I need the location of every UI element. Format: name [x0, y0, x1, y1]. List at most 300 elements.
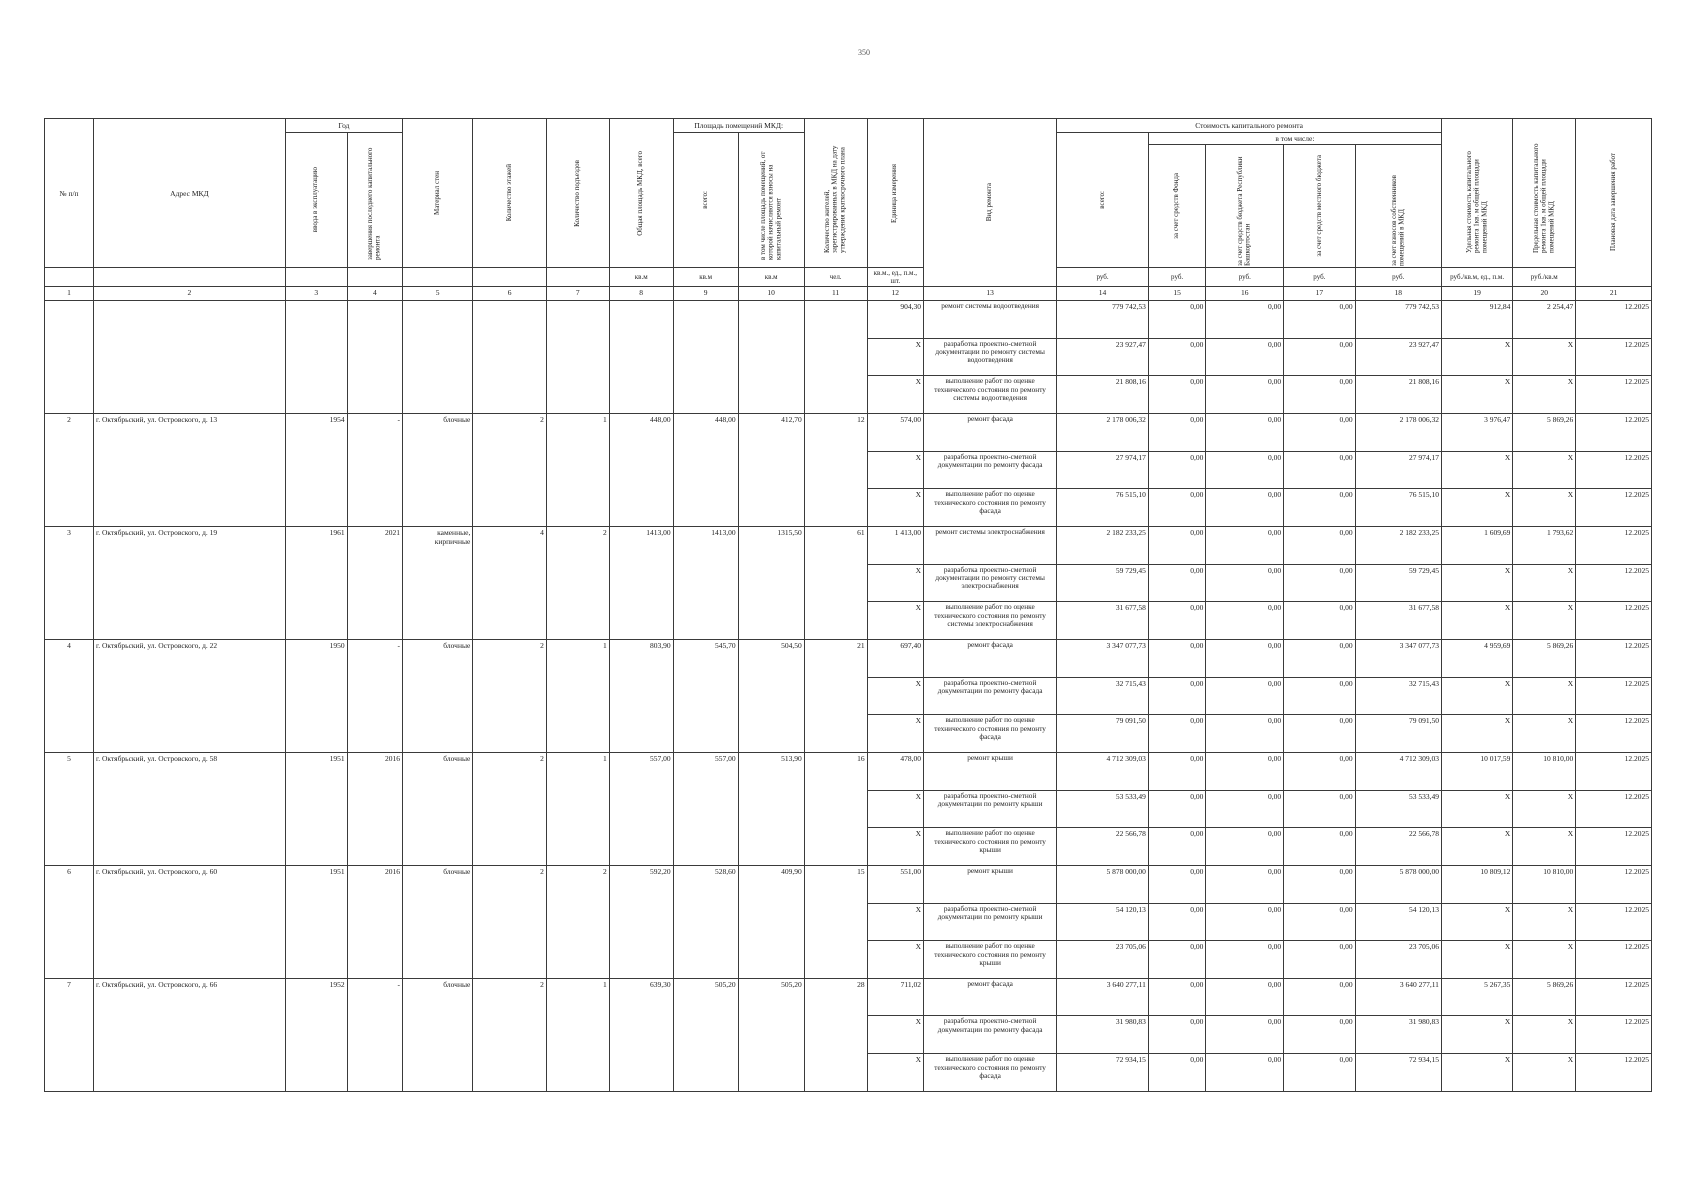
cost-total: 59 729,45 [1057, 564, 1149, 602]
empty-cell [673, 301, 738, 414]
cost-republic: 0,00 [1206, 301, 1284, 339]
premises-total: 557,00 [673, 752, 738, 865]
max-cost: X [1513, 451, 1576, 489]
work-qty: X [867, 790, 923, 828]
work-type: ремонт фасада [924, 978, 1057, 1016]
planned-date: 12.2025 [1576, 715, 1652, 753]
column-number: 16 [1206, 287, 1284, 301]
cost-local: 0,00 [1284, 1016, 1355, 1054]
column-number: 7 [546, 287, 609, 301]
cost-owners: 4 712 309,03 [1355, 752, 1441, 790]
cost-owners: 21 808,16 [1355, 376, 1441, 414]
header-premises-owned: в том числе площадь помещений, от которой начисляются взносы на капитальный ремонт [738, 133, 804, 268]
empty-cell [347, 301, 402, 414]
building-residents: 28 [804, 978, 867, 1091]
cost-fund: 0,00 [1148, 413, 1206, 451]
work-qty: X [867, 1016, 923, 1054]
header-unit: Единица измерения [867, 119, 923, 268]
cost-republic: 0,00 [1206, 790, 1284, 828]
building-repair-year: 2016 [347, 865, 402, 978]
cost-republic: 0,00 [1206, 639, 1284, 677]
empty-cell [738, 301, 804, 414]
unit-cell: руб./кв.м, ед., п.м. [1441, 268, 1512, 287]
work-qty: X [867, 1054, 923, 1092]
work-type: разработка проектно-сметной документации по ремонту фасада [924, 451, 1057, 489]
work-qty: X [867, 338, 923, 376]
max-cost: X [1513, 564, 1576, 602]
column-number: 18 [1355, 287, 1441, 301]
work-type: ремонт фасада [924, 413, 1057, 451]
building-address: г. Октябрьский, ул. Островского, д. 66 [94, 978, 286, 1091]
specific-cost: X [1441, 941, 1512, 979]
unit-cell: кв.м [609, 268, 673, 287]
building-num: 6 [45, 865, 94, 978]
building-area: 592,20 [609, 865, 673, 978]
page-number: 350 [858, 48, 870, 57]
cost-fund: 0,00 [1148, 639, 1206, 677]
premises-total: 1413,00 [673, 526, 738, 639]
work-qty: 1 413,00 [867, 526, 923, 564]
cost-total: 31 980,83 [1057, 1016, 1149, 1054]
header-num: № п/п [45, 119, 94, 268]
building-year: 1950 [285, 639, 347, 752]
premises-total: 528,60 [673, 865, 738, 978]
work-type: ремонт крыши [924, 752, 1057, 790]
specific-cost: X [1441, 338, 1512, 376]
specific-cost: X [1441, 1054, 1512, 1092]
max-cost: X [1513, 677, 1576, 715]
planned-date: 12.2025 [1576, 865, 1652, 903]
cost-total: 32 715,43 [1057, 677, 1149, 715]
unit-cell: кв.м [673, 268, 738, 287]
building-area: 639,30 [609, 978, 673, 1091]
cost-owners: 54 120,13 [1355, 903, 1441, 941]
header-premises-group: Площадь помещений МКД: [673, 119, 804, 133]
building-num: 7 [45, 978, 94, 1091]
cost-local: 0,00 [1284, 865, 1355, 903]
column-number: 8 [609, 287, 673, 301]
building-residents: 61 [804, 526, 867, 639]
cost-owners: 31 980,83 [1355, 1016, 1441, 1054]
building-entrances: 1 [546, 752, 609, 865]
header-wall-material: Материал стен [403, 119, 473, 268]
work-qty: X [867, 602, 923, 640]
cost-owners: 779 742,53 [1355, 301, 1441, 339]
cost-local: 0,00 [1284, 564, 1355, 602]
work-type: разработка проектно-сметной документации по ремонту фасада [924, 1016, 1057, 1054]
cost-fund: 0,00 [1148, 978, 1206, 1016]
cost-total: 23 927,47 [1057, 338, 1149, 376]
cost-republic: 0,00 [1206, 602, 1284, 640]
work-qty: 478,00 [867, 752, 923, 790]
work-qty: X [867, 677, 923, 715]
building-area: 557,00 [609, 752, 673, 865]
column-number: 19 [1441, 287, 1512, 301]
table-row [45, 639, 1652, 677]
building-material: блочные [403, 978, 473, 1091]
max-cost: X [1513, 941, 1576, 979]
cost-local: 0,00 [1284, 301, 1355, 339]
cost-owners: 72 934,15 [1355, 1054, 1441, 1092]
unit-cell: кв.м., ед., п.м., шт. [867, 268, 923, 287]
cost-total: 54 120,13 [1057, 903, 1149, 941]
cost-local: 0,00 [1284, 451, 1355, 489]
planned-date: 12.2025 [1576, 376, 1652, 414]
specific-cost: X [1441, 677, 1512, 715]
building-residents: 12 [804, 413, 867, 526]
column-number: 3 [285, 287, 347, 301]
building-entrances: 1 [546, 978, 609, 1091]
cost-republic: 0,00 [1206, 338, 1284, 376]
cost-local: 0,00 [1284, 752, 1355, 790]
planned-date: 12.2025 [1576, 1016, 1652, 1054]
header-cost-local: за счет средств местного бюджета [1284, 145, 1355, 268]
building-floors: 2 [473, 978, 547, 1091]
cost-republic: 0,00 [1206, 715, 1284, 753]
work-qty: 711,02 [867, 978, 923, 1016]
specific-cost: X [1441, 903, 1512, 941]
cost-fund: 0,00 [1148, 564, 1206, 602]
planned-date: 12.2025 [1576, 1054, 1652, 1092]
specific-cost: X [1441, 602, 1512, 640]
cost-republic: 0,00 [1206, 828, 1284, 866]
cost-republic: 0,00 [1206, 489, 1284, 527]
empty-cell [546, 301, 609, 414]
table-row [45, 526, 1652, 564]
cost-fund: 0,00 [1148, 602, 1206, 640]
cost-total: 2 178 006,32 [1057, 413, 1149, 451]
building-repair-year: 2016 [347, 752, 402, 865]
work-type: разработка проектно-сметной документации по ремонту системы электроснабжения [924, 564, 1057, 602]
work-type: разработка проектно-сметной документации по ремонту фасада [924, 677, 1057, 715]
cost-total: 27 974,17 [1057, 451, 1149, 489]
cost-owners: 53 533,49 [1355, 790, 1441, 828]
table-row [45, 752, 1652, 790]
header-max-cost: Предельная стоимость капитального ремонта 1кв. м общей площади помещений МКД [1513, 119, 1576, 268]
header-including: в том числе: [1148, 133, 1441, 145]
building-address: г. Октябрьский, ул. Островского, д. 58 [94, 752, 286, 865]
column-number: 12 [867, 287, 923, 301]
work-type: выполнение работ по оценке технического состояния по ремонту крыши [924, 941, 1057, 979]
max-cost: X [1513, 828, 1576, 866]
cost-local: 0,00 [1284, 677, 1355, 715]
cost-local: 0,00 [1284, 1054, 1355, 1092]
cost-fund: 0,00 [1148, 526, 1206, 564]
cost-owners: 2 182 233,25 [1355, 526, 1441, 564]
building-residents: 21 [804, 639, 867, 752]
max-cost: 2 254,47 [1513, 301, 1576, 339]
column-number: 4 [347, 287, 402, 301]
header-year-last-repair: завершения последнего капитального ремонта [347, 133, 402, 268]
cost-local: 0,00 [1284, 790, 1355, 828]
planned-date: 12.2025 [1576, 338, 1652, 376]
work-type: разработка проектно-сметной документации по ремонту системы водоотведения [924, 338, 1057, 376]
column-number: 1 [45, 287, 94, 301]
cost-total: 76 515,10 [1057, 489, 1149, 527]
building-material: блочные [403, 752, 473, 865]
specific-cost: X [1441, 1016, 1512, 1054]
cost-republic: 0,00 [1206, 1054, 1284, 1092]
work-qty: 574,00 [867, 413, 923, 451]
planned-date: 12.2025 [1576, 413, 1652, 451]
building-material: каменные, кирпичные [403, 526, 473, 639]
max-cost: X [1513, 338, 1576, 376]
max-cost: X [1513, 903, 1576, 941]
cost-local: 0,00 [1284, 489, 1355, 527]
building-area: 1413,00 [609, 526, 673, 639]
column-number: 6 [473, 287, 547, 301]
cost-republic: 0,00 [1206, 865, 1284, 903]
column-number: 20 [1513, 287, 1576, 301]
max-cost: X [1513, 1016, 1576, 1054]
cost-fund: 0,00 [1148, 677, 1206, 715]
cost-fund: 0,00 [1148, 376, 1206, 414]
work-qty: 697,40 [867, 639, 923, 677]
header-specific-cost: Удельная стоимость капитального ремонта 1кв. м общей площади помещений МКД [1441, 119, 1512, 268]
header-work-type: Вид ремонта [924, 119, 1057, 287]
building-material: блочные [403, 639, 473, 752]
work-type: ремонт системы электроснабжения [924, 526, 1057, 564]
building-repair-year: 2021 [347, 526, 402, 639]
header-cost-total: всего: [1057, 133, 1149, 268]
cost-owners: 23 705,06 [1355, 941, 1441, 979]
work-type: выполнение работ по оценке технического состояния по ремонту фасада [924, 715, 1057, 753]
specific-cost: 3 976,47 [1441, 413, 1512, 451]
cost-local: 0,00 [1284, 338, 1355, 376]
header-cost-group: Стоимость капитального ремонта [1057, 119, 1442, 133]
max-cost: X [1513, 1054, 1576, 1092]
specific-cost: X [1441, 790, 1512, 828]
work-type: выполнение работ по оценке технического состояния по ремонту фасада [924, 489, 1057, 527]
specific-cost: 10 809,12 [1441, 865, 1512, 903]
cost-owners: 59 729,45 [1355, 564, 1441, 602]
specific-cost: X [1441, 564, 1512, 602]
building-entrances: 2 [546, 865, 609, 978]
cost-owners: 76 515,10 [1355, 489, 1441, 527]
header-cost-owners: за счет взносов собственников помещений в МКД [1355, 145, 1441, 268]
building-entrances: 1 [546, 639, 609, 752]
cost-total: 779 742,53 [1057, 301, 1149, 339]
work-type: выполнение работ по оценке технического состояния по ремонту крыши [924, 828, 1057, 866]
building-floors: 2 [473, 413, 547, 526]
building-material: блочные [403, 413, 473, 526]
specific-cost: X [1441, 451, 1512, 489]
specific-cost: 5 267,35 [1441, 978, 1512, 1016]
table-row [45, 978, 1652, 1016]
cost-fund: 0,00 [1148, 1016, 1206, 1054]
cost-local: 0,00 [1284, 602, 1355, 640]
unit-cell: руб. [1057, 268, 1149, 287]
empty-cell [285, 301, 347, 414]
unit-cell: руб. [1206, 268, 1284, 287]
cost-total: 23 705,06 [1057, 941, 1149, 979]
cost-republic: 0,00 [1206, 677, 1284, 715]
header-cost-republic: за счет средств бюджета Республики Башкортостан [1206, 145, 1284, 268]
unit-cell: чел. [804, 268, 867, 287]
column-number: 15 [1148, 287, 1206, 301]
work-type: выполнение работ по оценке технического состояния по ремонту системы электроснабжения [924, 602, 1057, 640]
building-num: 5 [45, 752, 94, 865]
unit-cell: руб./кв.м [1513, 268, 1576, 287]
cost-fund: 0,00 [1148, 489, 1206, 527]
table-header [45, 119, 1652, 301]
premises-owned: 505,20 [738, 978, 804, 1091]
specific-cost: 912,84 [1441, 301, 1512, 339]
premises-total: 448,00 [673, 413, 738, 526]
work-qty: 551,00 [867, 865, 923, 903]
column-number: 14 [1057, 287, 1149, 301]
cost-republic: 0,00 [1206, 376, 1284, 414]
header-year-group: Год [285, 119, 402, 133]
cost-republic: 0,00 [1206, 978, 1284, 1016]
work-qty: X [867, 828, 923, 866]
building-repair-year: - [347, 413, 402, 526]
cost-local: 0,00 [1284, 715, 1355, 753]
cost-total: 53 533,49 [1057, 790, 1149, 828]
building-floors: 2 [473, 865, 547, 978]
cost-fund: 0,00 [1148, 941, 1206, 979]
max-cost: X [1513, 602, 1576, 640]
cost-owners: 5 878 000,00 [1355, 865, 1441, 903]
building-num: 3 [45, 526, 94, 639]
units-row [45, 268, 1652, 287]
planned-date: 12.2025 [1576, 903, 1652, 941]
cost-fund: 0,00 [1148, 451, 1206, 489]
cost-republic: 0,00 [1206, 451, 1284, 489]
specific-cost: X [1441, 828, 1512, 866]
cost-fund: 0,00 [1148, 828, 1206, 866]
specific-cost: X [1441, 376, 1512, 414]
header-planned-date: Плановая дата завершения работ [1576, 119, 1652, 287]
planned-date: 12.2025 [1576, 790, 1652, 828]
building-year: 1961 [285, 526, 347, 639]
cost-fund: 0,00 [1148, 790, 1206, 828]
cost-local: 0,00 [1284, 413, 1355, 451]
header-total-area: Общая площадь МКД, всего [609, 119, 673, 268]
column-numbers-row [45, 287, 1652, 301]
planned-date: 12.2025 [1576, 639, 1652, 677]
specific-cost: X [1441, 489, 1512, 527]
cost-owners: 2 178 006,32 [1355, 413, 1441, 451]
planned-date: 12.2025 [1576, 828, 1652, 866]
header-year-commission: ввода в эксплуатацию [285, 133, 347, 268]
cost-fund: 0,00 [1148, 903, 1206, 941]
cost-owners: 22 566,78 [1355, 828, 1441, 866]
cost-owners: 79 091,50 [1355, 715, 1441, 753]
work-qty: X [867, 715, 923, 753]
cost-total: 79 091,50 [1057, 715, 1149, 753]
cost-total: 2 182 233,25 [1057, 526, 1149, 564]
cost-local: 0,00 [1284, 941, 1355, 979]
premises-owned: 409,90 [738, 865, 804, 978]
cost-fund: 0,00 [1148, 338, 1206, 376]
header-residents: Количество жителей, зарегистрированных в МКД на дату утверждения краткосрочного плана [804, 119, 867, 268]
cost-republic: 0,00 [1206, 564, 1284, 602]
building-year: 1954 [285, 413, 347, 526]
cost-owners: 31 677,58 [1355, 602, 1441, 640]
empty-cell [609, 301, 673, 414]
work-qty: X [867, 376, 923, 414]
building-num: 4 [45, 639, 94, 752]
column-number: 9 [673, 287, 738, 301]
max-cost: 5 869,26 [1513, 978, 1576, 1016]
cost-total: 21 808,16 [1057, 376, 1149, 414]
column-number: 2 [94, 287, 286, 301]
building-material: блочные [403, 865, 473, 978]
building-entrances: 1 [546, 413, 609, 526]
column-number: 10 [738, 287, 804, 301]
premises-total: 545,70 [673, 639, 738, 752]
building-entrances: 2 [546, 526, 609, 639]
header-cost-fund: за счет средств Фонда [1148, 145, 1206, 268]
cost-total: 3 347 077,73 [1057, 639, 1149, 677]
cost-total: 3 640 277,11 [1057, 978, 1149, 1016]
table-row [45, 413, 1652, 451]
premises-owned: 513,90 [738, 752, 804, 865]
building-repair-year: - [347, 639, 402, 752]
column-number: 5 [403, 287, 473, 301]
cost-local: 0,00 [1284, 828, 1355, 866]
max-cost: 5 869,26 [1513, 413, 1576, 451]
cost-total: 31 677,58 [1057, 602, 1149, 640]
planned-date: 12.2025 [1576, 677, 1652, 715]
table-body [45, 301, 1652, 1092]
cost-owners: 23 927,47 [1355, 338, 1441, 376]
max-cost: 10 810,00 [1513, 865, 1576, 903]
empty-cell [94, 301, 286, 414]
specific-cost: 4 959,69 [1441, 639, 1512, 677]
planned-date: 12.2025 [1576, 526, 1652, 564]
building-year: 1951 [285, 865, 347, 978]
unit-cell: руб. [1355, 268, 1441, 287]
work-type: выполнение работ по оценке технического состояния по ремонту фасада [924, 1054, 1057, 1092]
cost-total: 72 934,15 [1057, 1054, 1149, 1092]
cost-republic: 0,00 [1206, 526, 1284, 564]
column-number: 11 [804, 287, 867, 301]
planned-date: 12.2025 [1576, 752, 1652, 790]
header-entrances: Количество подъездов [546, 119, 609, 268]
empty-cell [804, 301, 867, 414]
column-number: 13 [924, 287, 1057, 301]
cost-owners: 32 715,43 [1355, 677, 1441, 715]
building-area: 803,90 [609, 639, 673, 752]
max-cost: 1 793,62 [1513, 526, 1576, 564]
cost-local: 0,00 [1284, 526, 1355, 564]
building-residents: 16 [804, 752, 867, 865]
work-qty: X [867, 451, 923, 489]
specific-cost: X [1441, 715, 1512, 753]
work-qty: X [867, 941, 923, 979]
cost-republic: 0,00 [1206, 752, 1284, 790]
building-floors: 4 [473, 526, 547, 639]
work-qty: 904,30 [867, 301, 923, 339]
work-type: разработка проектно-сметной документации по ремонту крыши [924, 790, 1057, 828]
cost-republic: 0,00 [1206, 903, 1284, 941]
specific-cost: 1 609,69 [1441, 526, 1512, 564]
building-floors: 2 [473, 639, 547, 752]
cost-fund: 0,00 [1148, 752, 1206, 790]
work-type: ремонт фасада [924, 639, 1057, 677]
cost-total: 4 712 309,03 [1057, 752, 1149, 790]
cost-local: 0,00 [1284, 978, 1355, 1016]
cost-fund: 0,00 [1148, 1054, 1206, 1092]
max-cost: X [1513, 489, 1576, 527]
planned-date: 12.2025 [1576, 602, 1652, 640]
empty-cell [473, 301, 547, 414]
table-row [45, 865, 1652, 903]
building-area: 448,00 [609, 413, 673, 526]
empty-cell [45, 301, 94, 414]
